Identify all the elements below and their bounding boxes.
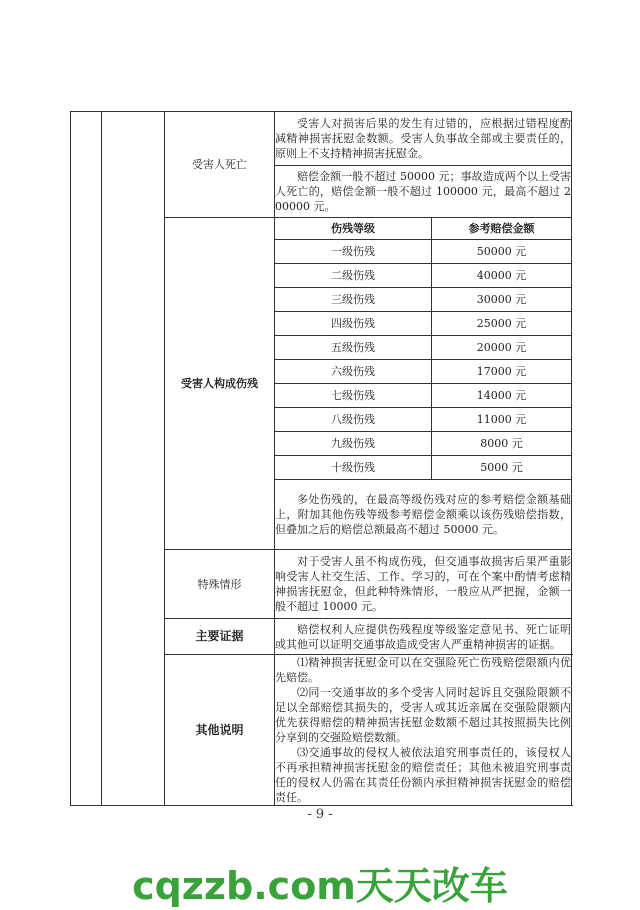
- disability-label: 受害人构成伤残: [165, 218, 275, 550]
- grade-cell: 一级伤残: [275, 240, 432, 264]
- grade-cell: 二级伤残: [275, 264, 432, 288]
- amount-cell: 17000 元: [432, 360, 572, 384]
- amount-header: 参考赔偿金额: [432, 218, 572, 240]
- evidence-label: 主要证据: [165, 619, 275, 655]
- page-number: - 9 -: [307, 807, 333, 822]
- amount-cell: 5000 元: [432, 456, 572, 480]
- compensation-table: [70, 111, 572, 806]
- death-amount-paragraph: 赔偿金额一般不超过 50000 元；事故造成两个以上受害人死亡的，赔偿金额一般不超过 100000 元，最高不超过 200000 元。: [275, 166, 572, 218]
- evidence-paragraph: 赔偿权利人应提供伤残程度等级鉴定意见书、死亡证明或其他可以证明交通事故造成受害人严重精神损害的证据。: [275, 619, 572, 655]
- notes-label: 其他说明: [165, 655, 275, 806]
- grade-header: 伤残等级: [275, 218, 432, 240]
- amount-cell: 40000 元: [432, 264, 572, 288]
- multi-disability-paragraph: 多处伤残的，在最高等级伤残对应的参考赔偿金额基础上，附加其他伤残等级参考赔偿金额乘以该伤残赔偿指数，但叠加之后的赔偿总额最高不超过 50000 元。: [275, 480, 572, 550]
- grade-cell: 十级伤残: [275, 456, 432, 480]
- amount-cell: 25000 元: [432, 312, 572, 336]
- amount-cell: 8000 元: [432, 432, 572, 456]
- amount-cell: 20000 元: [432, 336, 572, 360]
- amount-cell: 50000 元: [432, 240, 572, 264]
- blank-left-column: [71, 112, 102, 806]
- amount-cell: 14000 元: [432, 384, 572, 408]
- death-label: 受害人死亡: [165, 112, 275, 218]
- note-item: ⑵同一交通事故的多个受害人同时起诉且交强险限额不足以全部赔偿其损失的，受害人或其近亲属在交强险限额内优先获得赔偿的精神损害抚慰金数额不超过其按照损失比例分享到的交强险赔偿数额。: [275, 686, 571, 744]
- grade-cell: 七级伤残: [275, 384, 432, 408]
- note-item: ⑴精神损害抚慰金可以在交强险死亡伤残赔偿限额内优先赔偿。: [275, 656, 571, 684]
- grade-cell: 九级伤残: [275, 432, 432, 456]
- special-label: 特殊情形: [165, 550, 275, 619]
- amount-cell: 11000 元: [432, 408, 572, 432]
- grade-cell: 四级伤残: [275, 312, 432, 336]
- notes-content: [275, 655, 572, 806]
- note-item: ⑶交通事故的侵权人被依法追究刑事责任的，该侵权人不再承担精神损害抚慰金的赔偿责任；其他未被追究刑事责任的侵权人仍需在其责任份额内承担精神损害抚慰金的赔偿责任。: [275, 746, 571, 804]
- watermark: cqzzb.com天天改车: [132, 864, 508, 908]
- grade-cell: 八级伤残: [275, 408, 432, 432]
- grade-cell: 六级伤残: [275, 360, 432, 384]
- special-paragraph: 对于受害人虽不构成伤残，但交通事故损害后果严重影响受害人社交生活、工作、学习的，可在个案中酌情考虑精神损害抚慰金，但此种特殊情形，一般应从严把握，金额一般不超过 10000 元。: [275, 550, 572, 619]
- blank-second-column: [102, 112, 165, 806]
- grade-cell: 三级伤残: [275, 288, 432, 312]
- fault-paragraph: 受害人对损害后果的发生有过错的，应根据过错程度酌减精神损害抚慰金数额。受害人负事故全部或主要责任的，原则上不支持精神损害抚慰金。: [275, 112, 572, 166]
- grade-cell: 五级伤残: [275, 336, 432, 360]
- amount-cell: 30000 元: [432, 288, 572, 312]
